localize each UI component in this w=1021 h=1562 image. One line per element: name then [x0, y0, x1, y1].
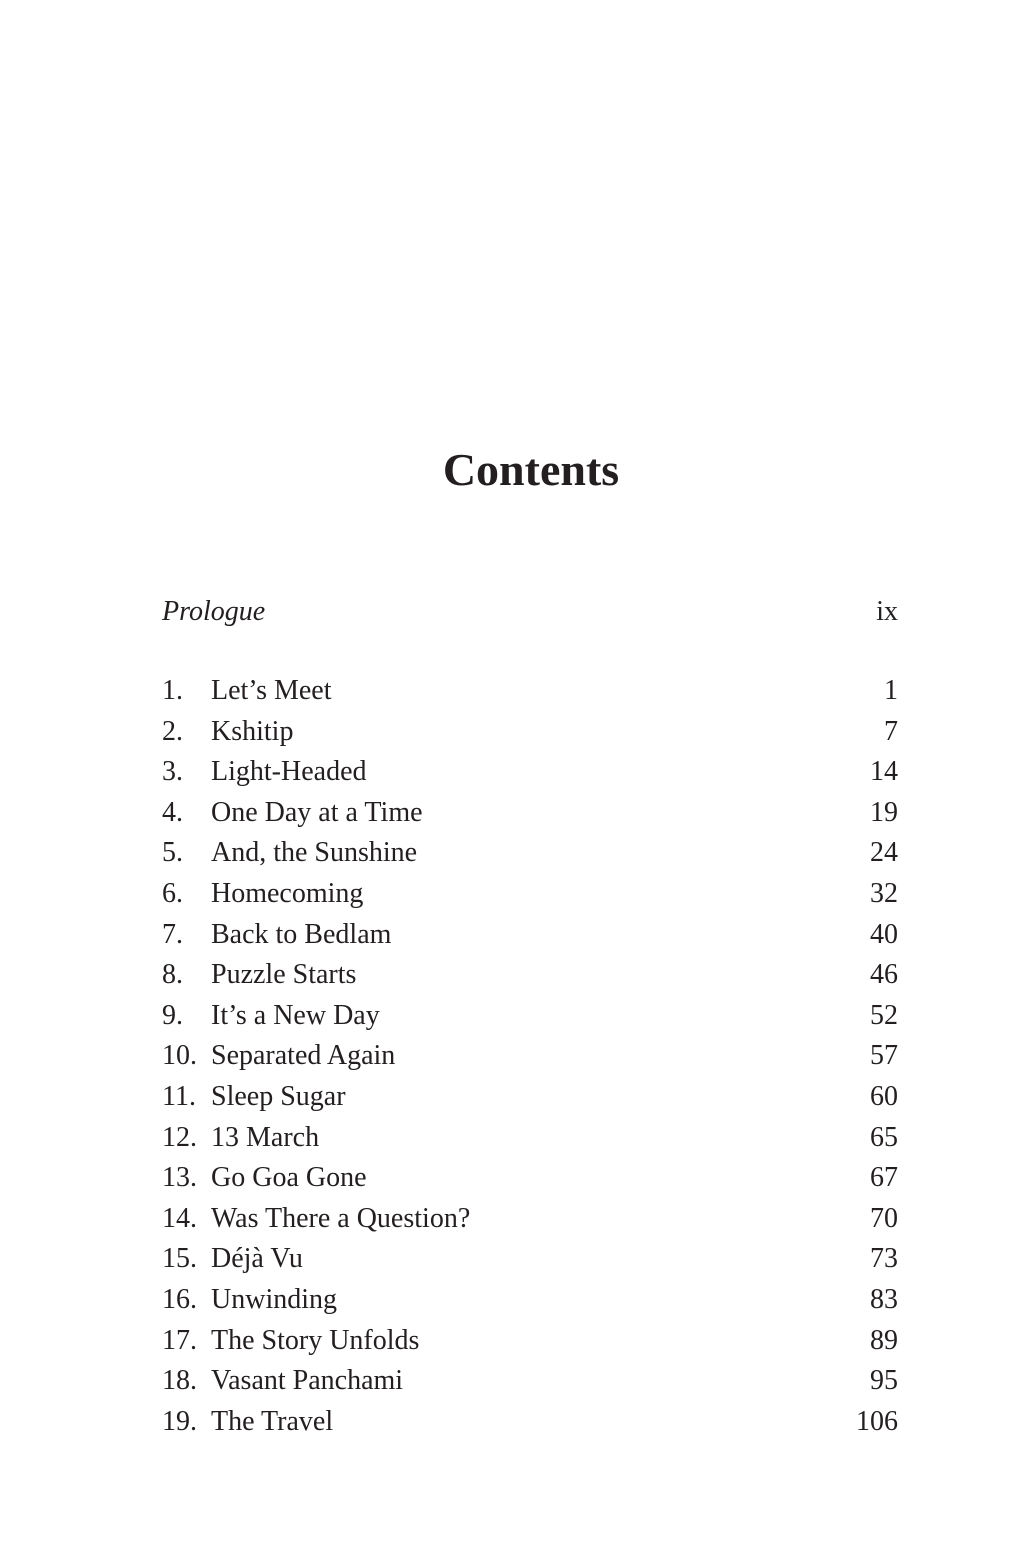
toc-entry[interactable]: [162, 1077, 898, 1118]
chapter-title: One Day at a Time: [211, 796, 423, 828]
toc-entry[interactable]: [162, 1158, 898, 1199]
toc-entry[interactable]: [162, 996, 898, 1037]
chapter-number: 3.: [162, 756, 183, 788]
chapter-number: 6.: [162, 877, 183, 909]
chapter-number: 19.: [162, 1405, 197, 1437]
chapter-number: 2.: [162, 715, 183, 747]
chapter-number: 12.: [162, 1121, 197, 1153]
chapter-title: 13 March: [211, 1121, 320, 1153]
toc-entry[interactable]: [162, 833, 898, 874]
toc-entry[interactable]: [162, 1402, 898, 1443]
toc-entry[interactable]: [162, 1321, 898, 1362]
chapter-number: 14.: [162, 1202, 197, 1234]
chapter-title: It’s a New Day: [211, 999, 380, 1031]
toc-entry[interactable]: [162, 752, 898, 793]
table-of-contents: [162, 590, 898, 1442]
chapter-number: 5.: [162, 837, 183, 869]
chapter-number: 18.: [162, 1365, 197, 1397]
chapter-number: 17.: [162, 1324, 197, 1356]
chapter-page: 24: [870, 837, 898, 869]
chapter-page: 19: [870, 796, 898, 828]
chapter-page: 46: [870, 959, 898, 991]
toc-prologue-entry[interactable]: [162, 590, 898, 634]
chapter-number: 15.: [162, 1243, 197, 1275]
chapter-page: 7: [884, 715, 898, 747]
toc-entry[interactable]: [162, 671, 898, 712]
chapter-title: The Story Unfolds: [211, 1324, 420, 1356]
toc-entry[interactable]: [162, 793, 898, 834]
chapter-number: 16.: [162, 1283, 197, 1315]
chapter-page: 106: [856, 1405, 898, 1437]
chapter-page: 32: [870, 877, 898, 909]
chapter-number: 1.: [162, 675, 183, 706]
chapter-page: 95: [870, 1365, 898, 1397]
chapter-title: Puzzle Starts: [211, 959, 357, 991]
chapter-title: Was There a Question?: [211, 1202, 471, 1234]
chapter-number: 7.: [162, 918, 183, 950]
chapter-page: 14: [870, 756, 898, 788]
toc-entry[interactable]: [162, 1280, 898, 1321]
toc-entry[interactable]: [162, 874, 898, 915]
chapter-title: Sleep Sugar: [211, 1080, 346, 1112]
prologue-label: Prologue: [162, 596, 266, 627]
chapter-number: 10.: [162, 1040, 197, 1072]
chapter-title: Homecoming: [211, 877, 364, 909]
toc-entry[interactable]: [162, 1036, 898, 1077]
chapter-page: 70: [870, 1202, 898, 1234]
page-title: Contents: [442, 444, 620, 495]
chapter-title: Vasant Panchami: [211, 1365, 404, 1397]
chapter-page: 52: [870, 999, 898, 1031]
chapter-title: And, the Sunshine: [211, 837, 418, 869]
chapter-page: 57: [870, 1040, 898, 1072]
chapter-number: 8.: [162, 959, 183, 991]
chapter-number: 13.: [162, 1162, 197, 1194]
chapter-title: Kshitip: [211, 715, 294, 747]
toc-entry[interactable]: [162, 1118, 898, 1159]
chapter-title: Go Goa Gone: [211, 1162, 367, 1194]
chapter-page: 89: [870, 1324, 898, 1356]
chapter-number: 11.: [162, 1080, 196, 1112]
toc-entry[interactable]: [162, 955, 898, 996]
chapter-page: 83: [870, 1283, 898, 1315]
chapter-title: Déjà Vu: [211, 1243, 303, 1275]
chapter-title: Light-Headed: [211, 756, 367, 788]
chapter-page: 40: [870, 918, 898, 950]
chapter-title: Separated Again: [211, 1040, 396, 1072]
chapter-page: 1: [884, 675, 898, 706]
chapter-title: Let’s Meet: [211, 675, 332, 706]
chapter-page: 67: [870, 1162, 898, 1194]
chapter-title: Back to Bedlam: [211, 918, 392, 950]
toc-entry[interactable]: [162, 712, 898, 753]
chapter-page: 73: [870, 1243, 898, 1275]
chapter-number: 9.: [162, 999, 183, 1031]
chapter-page: 65: [870, 1121, 898, 1153]
chapter-title: Unwinding: [211, 1283, 337, 1315]
chapter-list: [162, 671, 898, 1442]
toc-entry[interactable]: [162, 1199, 898, 1240]
toc-entry[interactable]: [162, 1361, 898, 1402]
chapter-title: The Travel: [211, 1405, 334, 1437]
chapter-number: 4.: [162, 796, 183, 828]
prologue-page: ix: [876, 596, 898, 627]
toc-entry[interactable]: [162, 1239, 898, 1280]
chapter-page: 60: [870, 1080, 898, 1112]
toc-entry[interactable]: [162, 915, 898, 956]
